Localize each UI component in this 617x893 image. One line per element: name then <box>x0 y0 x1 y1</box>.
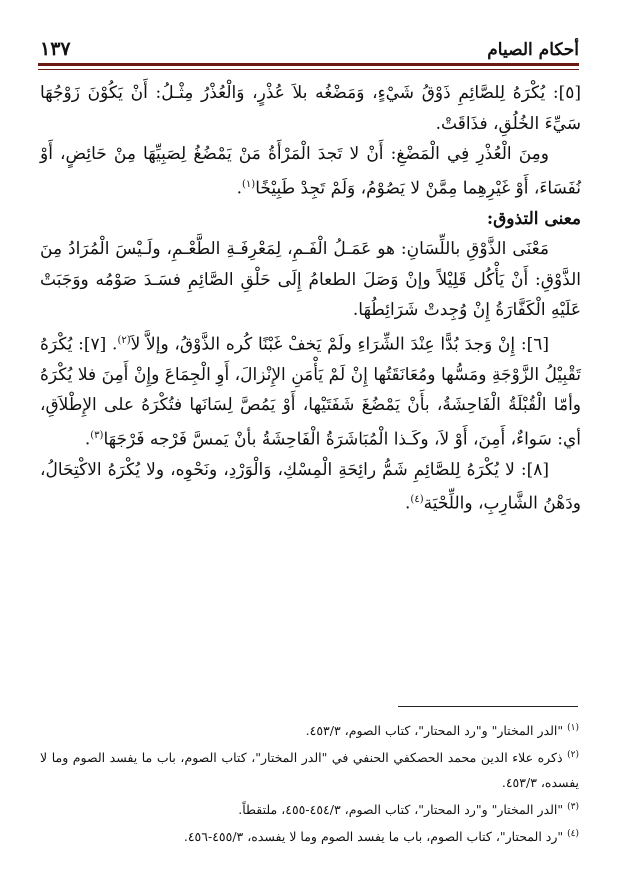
page-header <box>40 24 579 60</box>
paragraph-8: [٨]: لا يُكْرَهُ لِلصَّائِمِ شَمُّ رائِحَةِ الْمِسْكِ، وَالْوَرْدِ، ونَحْوِه، ولا يُكْرَهُ الاكْتِحَالُ، ودَهْنُ الشَّارِبِ، واللِّحْيَة$^{(٤)}$. <box>40 459 581 515</box>
running-title: أحكام الصيام <box>487 40 579 60</box>
paragraph-6-7: [٦]: إِنْ وَجدَ بُدًّا عِنْدَ الشِّرَاءِ ولَمْ يَخفْ غَبْنًا كُره الذَّوْقُ، وإلاَّ لاَ$^{(٢)}$. [٧]: يُكْرَهُ تَقْبِيْلُ الزَّوْجَةِ ومَسُّها ومُعَانَقَتُها إِنْ لَمْ يَأْمَنِ الإِنْزالَ، أَوِ الْجِمَاعَ وإِنْ أَمِنَ فلا يُكْرَهُ وأمّا الْقُبْلَةُ الْفَاحِشَةُ، بأَنْ يَمْضُغَ شَفَتَيْها، أَوْ يَمُصَّ لِسَانَها فتُكْرَهُ على الإِطْلاَقِ، أي: سَواءٌ، أَمِنَ، أَوْ لاَ، وكَـذا الْمُبَاشَرَةُ الْفَاحِشَةُ بأنْ يَمسَّ فَرْجه فَرْجَهَا$^{(٣)}$. <box>40 334 581 450</box>
footnote-ref-3: (٣) <box>90 429 104 441</box>
footnote-2: $^{(٢)}$ ذكره علاء الدين محمد الحصكفي الحنفي في "الدر المختار"، كتاب الصوم، باب ما يفسد الصوم وما لا يفسده، ٤٥٣/٣. <box>40 750 579 791</box>
header-rule-thin <box>38 69 579 70</box>
footnote-ref-1: (١) <box>242 178 256 190</box>
paragraph-chewing-excuse: ومِنَ الْعُذْرِ فِي الْمَضْغِ: أَنْ لا تَجدَ الْمَرْأَةُ مَنْ يَمْضُغُ لِصَبِيِّهَا مِنْ حَائِضٍ، أَوْ نُفَسَاءَ، أَوْ غَيْرِهِما مِمَّنْ لا يَصُوْمُ، وَلَمْ تَجِدْ طَبِيْخًا$^{(١)}$. <box>40 144 581 199</box>
footnote-ref-2: (٢) <box>117 334 131 346</box>
footnote-ref-4: (٤) <box>410 494 424 506</box>
paragraph-tasting-meaning: مَعْنَى الذَّوْقِ باللِّسَانِ: هو عَمَـلُ الْفَـمِ، لِمَعْرِفَـةِ الطَّعْـمِ، ولَـيْسَ الْمُرَادُ مِنَ الذَّوْقِ: أَنْ يَأْكُل قَلِيْلاً وإنْ وَصَلَ الطعامُ إِلَى حَلْقِ الصَّائِمِ فسَـدَ صَوْمُه ووَجَبَتْ عَلَيْهِ الْكَفَّارَةُ إِنْ وُجِدتْ شَرَائِطُهَا. <box>40 239 581 321</box>
section-heading: معنى التذوق: <box>486 208 581 229</box>
footnotes <box>40 716 579 850</box>
footnote-separator <box>398 706 578 707</box>
page-number: ١٣٧ <box>40 38 71 60</box>
main-text <box>40 78 581 520</box>
footnote-4: $^{(٤)}$ "رد المحتار"، كتاب الصوم، باب ما يفسد الصوم وما لا يفسده، ٤٥٥/٣-٤٥٦. <box>183 829 579 845</box>
paragraph-5: [٥]: يُكْرَهُ لِلصَّائِمِ ذَوْقُ شَيْءٍ، وَمَضْغُه بلاَ عُذْرٍ، وَالْعُذْرُ مِثْـلُ: أَنْ يَكُوْنَ زَوْجُهَا سَيِّءَ الخُلُقِ، فذَاقَتْ. <box>40 83 581 134</box>
header-rule-thick <box>38 63 579 66</box>
footnote-3: $^{(٣)}$ "الدر المختار" و"رد المحتار"، كتاب الصوم، ٤٥٤/٣-٤٥٥، ملتقطاً. <box>238 802 579 818</box>
footnote-1: $^{(١)}$ "الدر المختار" و"رد المحتار"، كتاب الصوم، ٤٥٣/٣. <box>305 723 579 739</box>
